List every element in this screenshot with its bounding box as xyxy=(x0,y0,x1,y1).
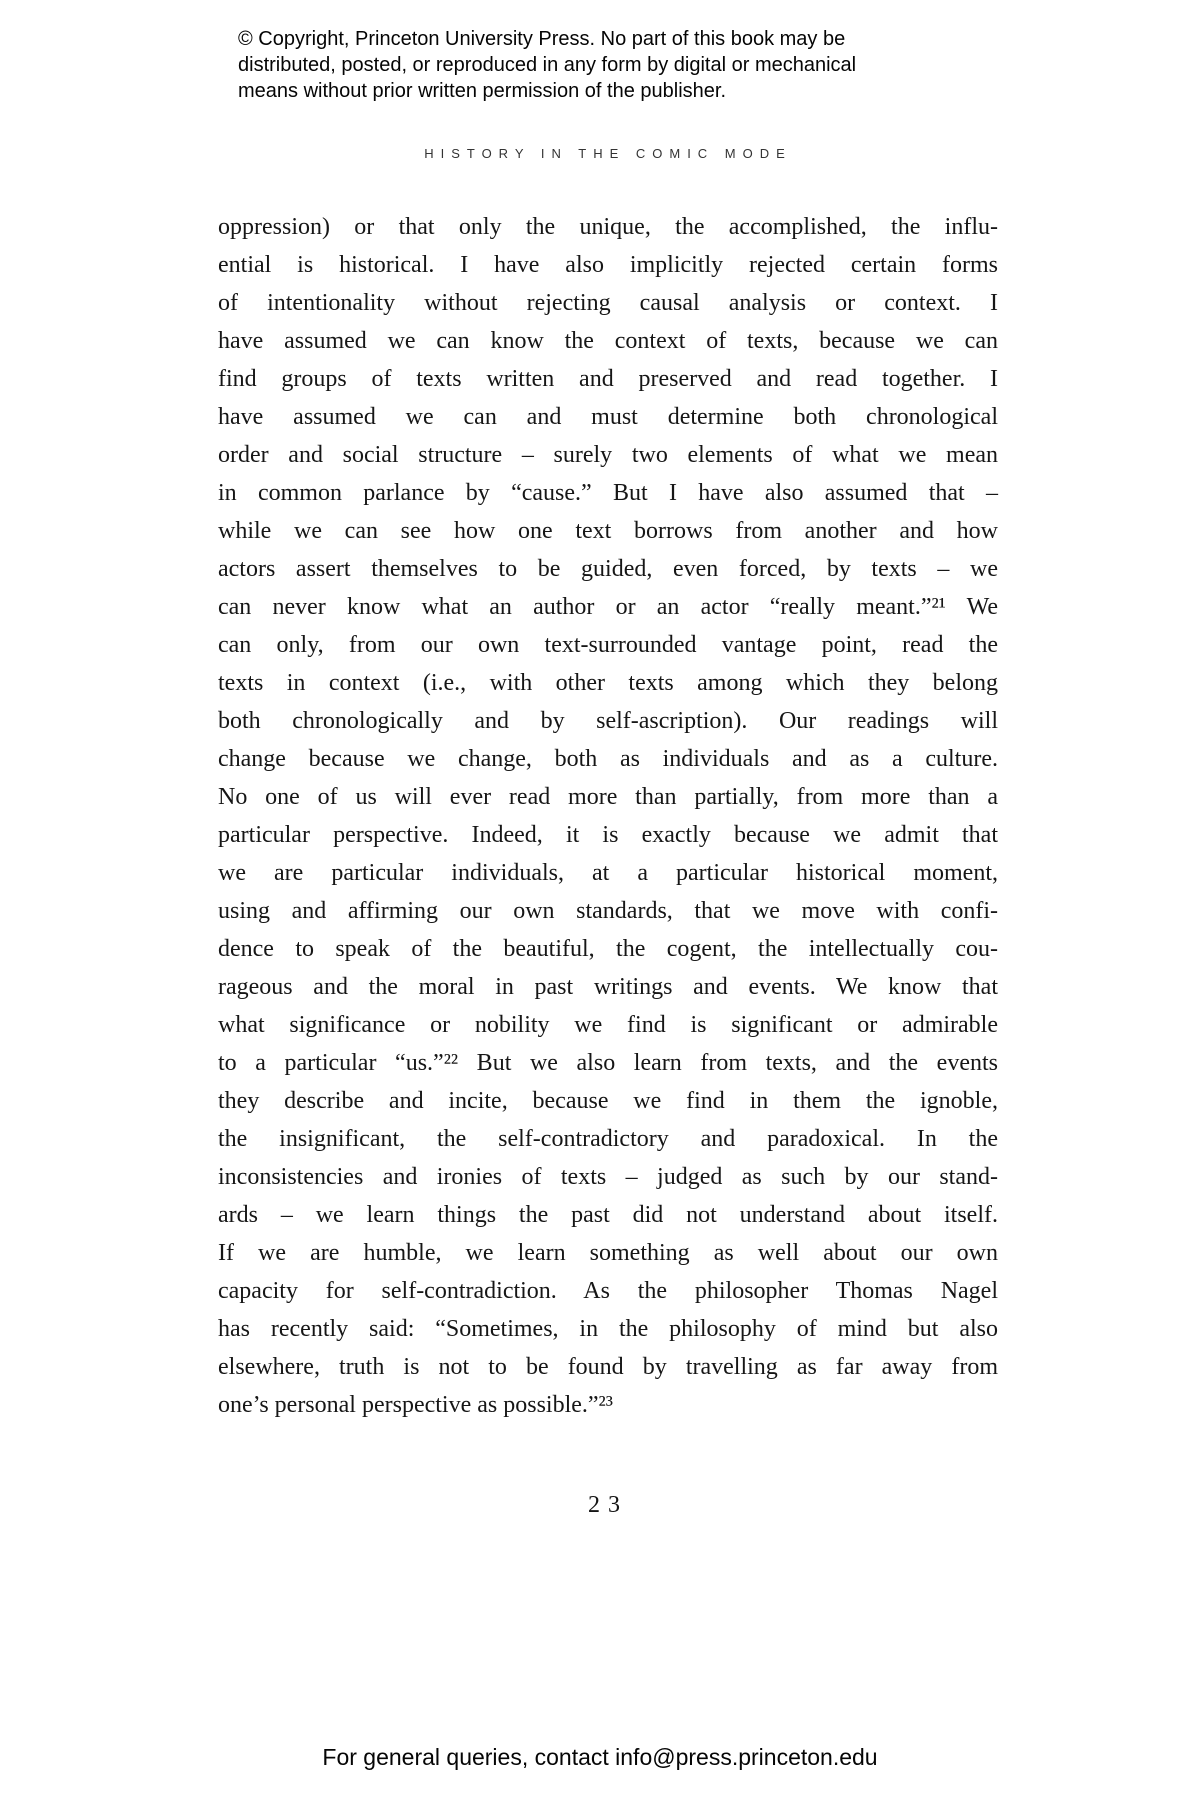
body-line: in common parlance by “cause.” But I have also assumed that – xyxy=(218,480,998,506)
body-line: inconsistencies and ironies of texts – judged as such by our stand- xyxy=(218,1164,998,1190)
body-line: of intentionality without rejecting causal analysis or context. I xyxy=(218,290,998,316)
copyright-notice xyxy=(238,26,856,104)
body-line: what significance or nobility we find is significant or admirable xyxy=(218,1012,998,1038)
body-line: has recently said: “Sometimes, in the philosophy of mind but also xyxy=(218,1316,998,1342)
body-line: oppression) or that only the unique, the accomplished, the influ- xyxy=(218,214,998,240)
body-line: If we are humble, we learn something as well about our own xyxy=(218,1240,998,1266)
body-line: elsewhere, truth is not to be found by travelling as far away from xyxy=(218,1354,998,1380)
body-line: capacity for self-contradiction. As the philosopher Thomas Nagel xyxy=(218,1278,998,1304)
copyright-line: distributed, posted, or reproduced in any form by digital or mechanical xyxy=(238,54,857,76)
body-line: particular perspective. Indeed, it is exactly because we admit that xyxy=(218,822,998,848)
copyright-line: means without prior written permission of the publisher. xyxy=(238,80,727,102)
body-line: order and social structure – surely two elements of what we mean xyxy=(218,442,998,468)
page-number: 23 xyxy=(588,1492,628,1518)
body-text xyxy=(218,208,998,1424)
body-line: No one of us will ever read more than partially, from more than a xyxy=(218,784,998,810)
body-line: ards – we learn things the past did not understand about itself. xyxy=(218,1202,998,1228)
body-line: while we can see how one text borrows from another and how xyxy=(218,518,998,544)
body-line: they describe and incite, because we find in them the ignoble, xyxy=(218,1088,998,1114)
copyright-line: © Copyright, Princeton University Press. No part of this book may be xyxy=(238,28,846,50)
body-line: have assumed we can know the context of texts, because we can xyxy=(218,328,998,354)
body-line: find groups of texts written and preserved and read together. I xyxy=(218,366,998,392)
body-line: can never know what an author or an actor “really meant.”²¹ We xyxy=(218,594,998,620)
body-line: the insignificant, the self-contradictory and paradoxical. In the xyxy=(218,1126,998,1152)
body-line: rageous and the moral in past writings and events. We know that xyxy=(218,974,998,1000)
body-line: can only, from our own text-surrounded vantage point, read the xyxy=(218,632,998,658)
body-line: to a particular “us.”²² But we also learn from texts, and the events xyxy=(218,1050,998,1076)
body-line: we are particular individuals, at a particular historical moment, xyxy=(218,860,998,886)
body-line: have assumed we can and must determine both chronological xyxy=(218,404,998,430)
body-line: using and affirming our own standards, that we move with confi- xyxy=(218,898,998,924)
body-line: change because we change, both as individuals and as a culture. xyxy=(218,746,998,772)
body-line: both chronologically and by self-ascription). Our readings will xyxy=(218,708,998,734)
body-line: texts in context (i.e., with other texts among which they belong xyxy=(218,670,998,696)
body-line: one’s personal perspective as possible.”²³ xyxy=(218,1392,613,1418)
body-line: dence to speak of the beautiful, the cogent, the intellectually cou- xyxy=(218,936,998,962)
running-header: HISTORY IN THE COMIC MODE xyxy=(424,146,792,161)
body-line: ential is historical. I have also implicitly rejected certain forms xyxy=(218,252,998,278)
footer-contact-line: For general queries, contact info@press.princeton.edu xyxy=(322,1744,878,1770)
body-line: actors assert themselves to be guided, even forced, by texts – we xyxy=(218,556,998,582)
